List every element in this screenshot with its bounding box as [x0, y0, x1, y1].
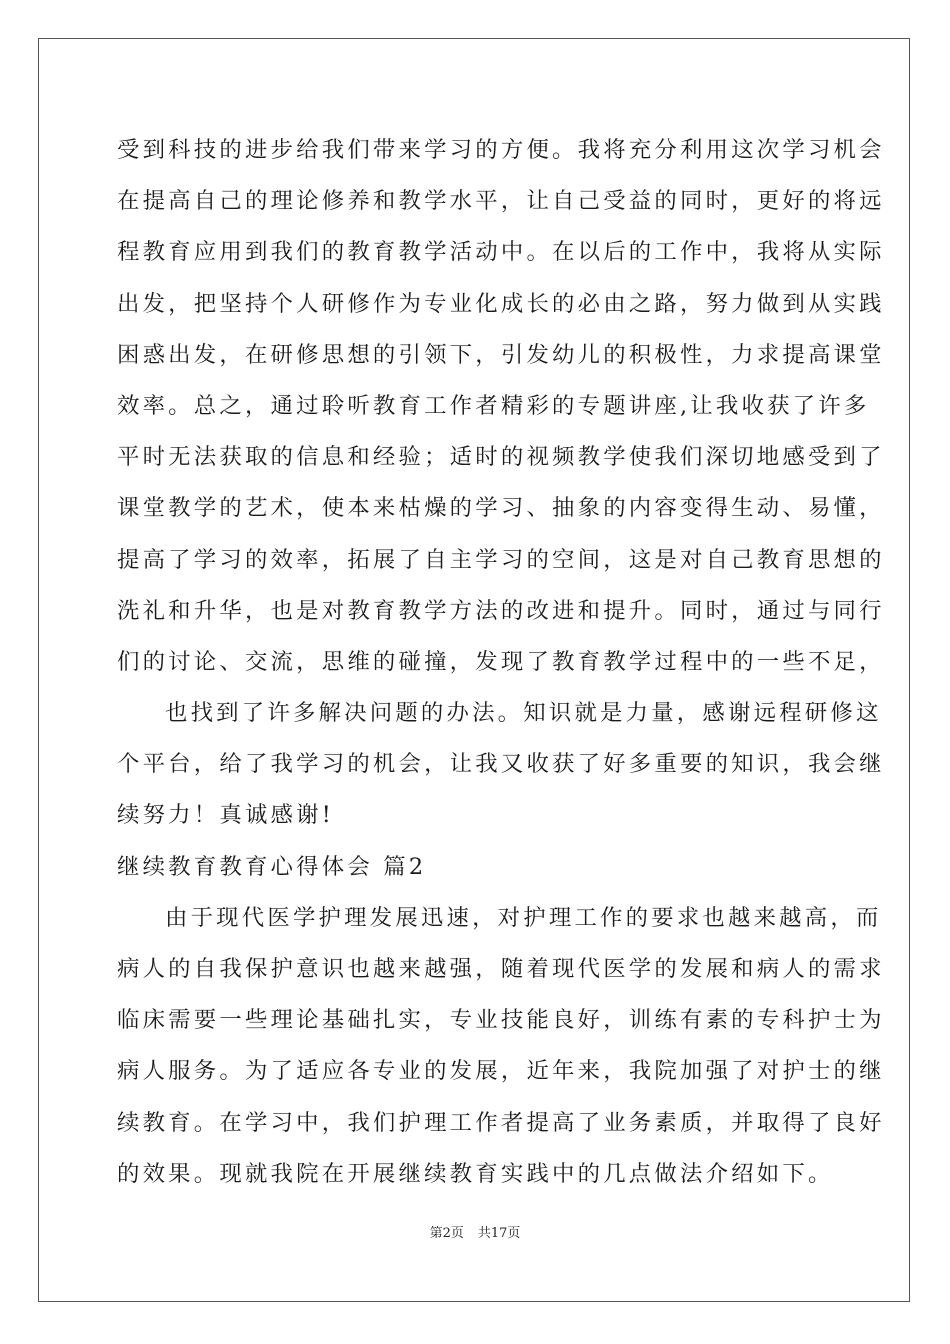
body-line: 续努力！真诚感谢! [117, 802, 334, 829]
total-pages: 共17页 [477, 1226, 521, 1241]
body-line: 平时无法获取的信息和经验；适时的视频教学使我们深切地感受到了 [117, 444, 885, 471]
body-line: 病人的自我保护意识也越来越强，随着现代医学的发展和病人的需求 [117, 956, 885, 982]
section-heading: 继续教育教育心得体会 篇2 [117, 853, 427, 880]
body-line: 提高了学习的效率，拓展了自主学习的空间，这是对自己教育思想的 [117, 546, 885, 573]
body-line: 们的讨论、交流，思维的碰撞，发现了教育教学过程中的一些不足， [117, 648, 885, 675]
body-line: 出发，把坚持个人研修作为专业化成长的必由之路，努力做到从实践 [117, 290, 885, 317]
body-line: 个平台，给了我学习的机会，让我又收获了好多重要的知识，我会继 [117, 751, 885, 778]
document-body [117, 125, 885, 1200]
page-footer [0, 1222, 950, 1241]
body-line: 的效果。现就我院在开展继续教育实践中的几点做法介绍如下。 [117, 1160, 834, 1187]
body-line: 在提高自己的理论修养和教学水平，让自己受益的同时，更好的将远 [117, 188, 885, 215]
body-line: 受到科技的进步给我们带来学习的方便。我将充分利用这次学习机会 [117, 137, 885, 163]
body-line: 也找到了许多解决问题的办法。知识就是力量，感谢远程研修这 [165, 700, 882, 727]
page-number: 第2页 [429, 1226, 464, 1241]
body-line: 病人服务。为了适应各专业的发展，近年来，我院加强了对护士的继 [117, 1058, 885, 1085]
body-line: 困惑出发，在研修思想的引领下，引发幼儿的积极性，力求提高课堂 [117, 341, 885, 368]
body-line: 临床需要一些理论基础扎实，专业技能良好，训练有素的专科护士为 [117, 1007, 885, 1034]
body-line: 程教育应用到我们的教育教学活动中。在以后的工作中，我将从实际 [117, 239, 885, 266]
body-line: 续教育。在学习中，我们护理工作者提高了业务素质，并取得了良好 [117, 1109, 885, 1136]
body-line: 洗礼和升华，也是对教育教学方法的改进和提升。同时，通过与同行 [117, 597, 885, 624]
body-line: 由于现代医学护理发展迅速，对护理工作的要求也越来越高，而 [165, 904, 882, 931]
body-line: 课堂教学的艺术，使本来枯燥的学习、抽象的内容变得生动、易懂， [117, 495, 885, 522]
body-line: 效率。总之，通过聆听教育工作者精彩的专题讲座,让我收获了许多 [117, 392, 870, 419]
